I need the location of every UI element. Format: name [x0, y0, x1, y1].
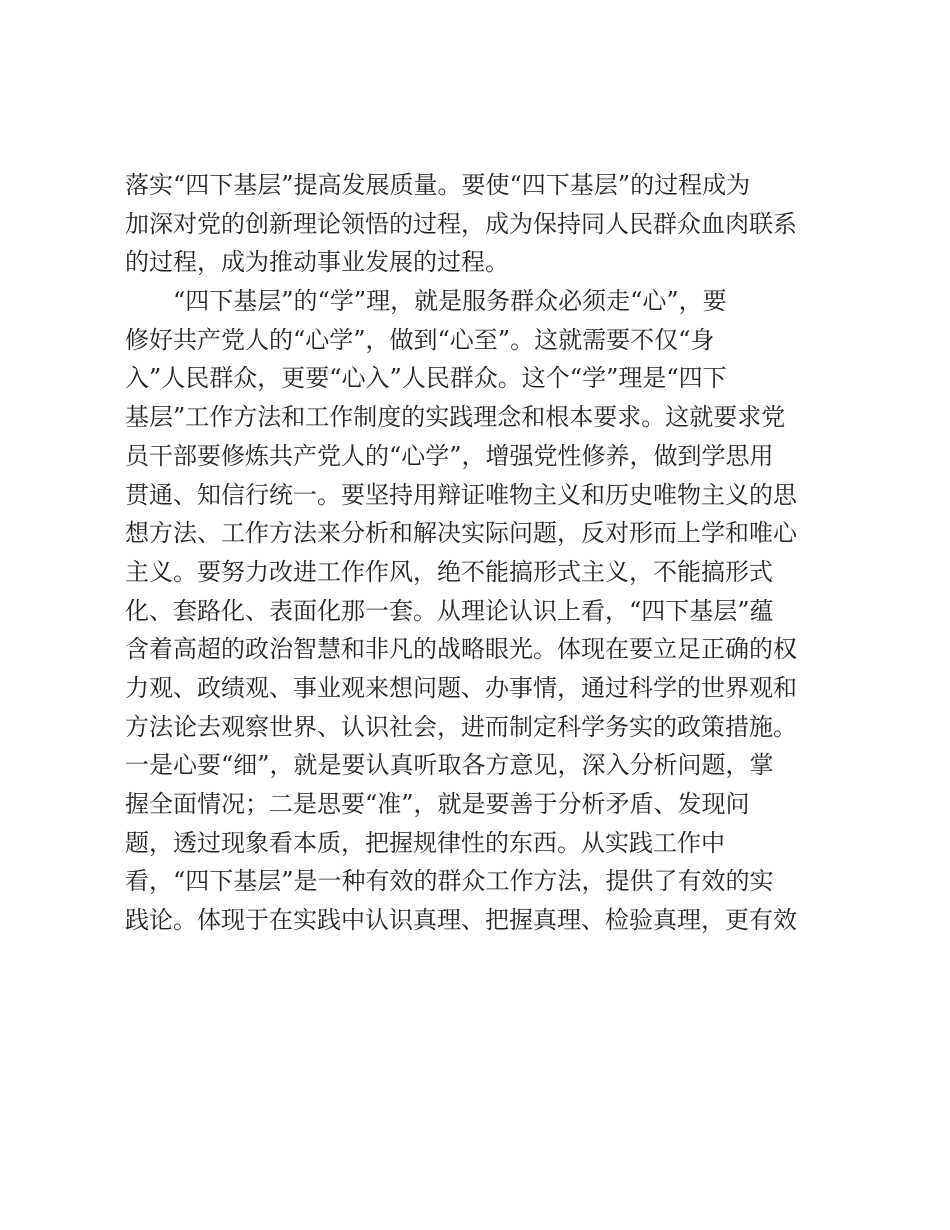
paragraph: [125, 282, 825, 978]
text-line: 的过程，成为推动事业发展的过程。: [125, 248, 509, 277]
text-line: 方法论去观察世界、认识社会，进而制定科学务实的政策措施。: [125, 712, 797, 741]
paragraph: [125, 166, 825, 282]
text-line: “四下基层”的“学”理，就是服务群众必须走“心”，要: [173, 287, 727, 316]
text-line: 看，“四下基层”是一种有效的群众工作方法，提供了有效的实: [125, 867, 774, 896]
text-line: 主义。要努力改进工作作风，绝不能搞形式主义，不能搞形式: [125, 557, 773, 586]
text-line: 修好共产党人的“心学”，做到“心至”。这就需要不仅“身: [125, 325, 715, 354]
text-line: 落实“四下基层”提高发展质量。要使“四下基层”的过程成为: [125, 171, 751, 199]
text-line: 基层”工作方法和工作制度的实践理念和根本要求。这就要求党: [125, 403, 786, 432]
text-line: 力观、政绩观、事业观来想问题、办事情，通过科学的世界观和: [125, 673, 797, 702]
text-line: 含着高超的政治智慧和非凡的战略眼光。体现在要立足正确的权: [125, 635, 797, 664]
text-line: 想方法、工作方法来分析和解决实际问题，反对形而上学和唯心: [125, 519, 797, 548]
text-line: 员干部要修炼共产党人的“心学”，增强党性修养，做到学思用: [125, 441, 774, 470]
text-line: 加深对党的创新理论领悟的过程，成为保持同人民群众血肉联系: [125, 209, 797, 238]
text-line: 贯通、知信行统一。要坚持用辩证唯物主义和历史唯物主义的思: [125, 480, 797, 509]
text-line: 一是心要“细”，就是要认真听取各方意见，深入分析问题，掌: [125, 751, 774, 780]
text-line: 化、套路化、表面化那一套。从理论认识上看，“四下基层”蕴: [125, 596, 774, 625]
text-line: 践论。体现于在实践中认识真理、把握真理、检验真理，更有效: [125, 906, 797, 935]
text-line: [125, 940, 825, 979]
document-body: [125, 166, 825, 978]
text-line: 题，透过现象看本质，把握规律性的东西。从实践工作中: [125, 828, 725, 857]
text-line: 入”人民群众，更要“心入”人民群众。这个“学”理是“四下: [125, 364, 727, 393]
text-line: 握全面情况；二是思要“准”，就是要善于分析矛盾、发现问: [125, 790, 750, 818]
